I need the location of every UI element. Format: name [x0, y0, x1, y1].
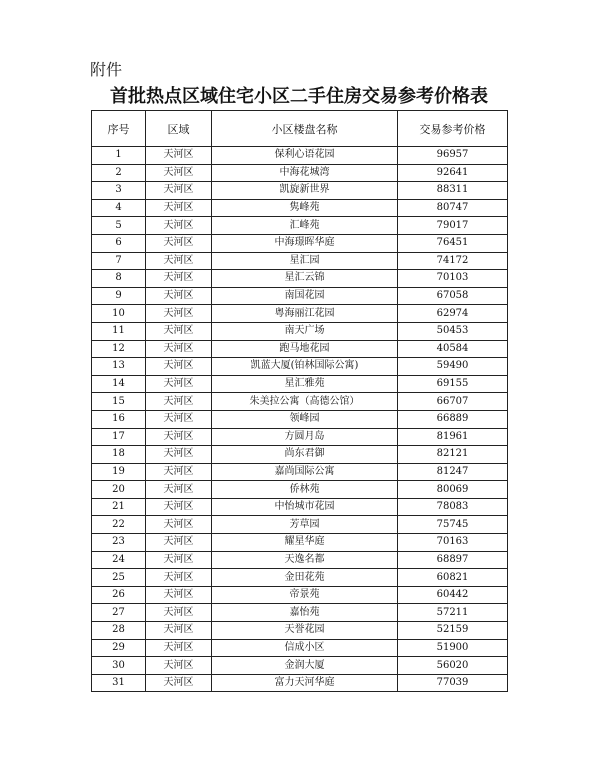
- cell-no: 20: [92, 481, 146, 499]
- table-row: [92, 322, 508, 340]
- cell-price: 52159: [398, 622, 508, 640]
- cell-area: 天河区: [146, 463, 212, 481]
- attachment-label: 附件: [90, 60, 123, 79]
- table-row: [92, 569, 508, 587]
- cell-area: 天河区: [146, 305, 212, 323]
- table-row: [92, 147, 508, 165]
- cell-name: 芳草园: [212, 516, 398, 534]
- table-row: [92, 463, 508, 481]
- cell-price: 82121: [398, 446, 508, 464]
- table-row: [92, 375, 508, 393]
- cell-name: 帝景苑: [212, 586, 398, 604]
- cell-price: 70103: [398, 270, 508, 288]
- cell-no: 13: [92, 358, 146, 376]
- header-price: 交易参考价格: [398, 111, 508, 147]
- table-row: [92, 622, 508, 640]
- cell-name: 凯旋新世界: [212, 182, 398, 200]
- cell-price: 76451: [398, 234, 508, 252]
- table-row: [92, 551, 508, 569]
- cell-area: 天河区: [146, 358, 212, 376]
- cell-no: 11: [92, 322, 146, 340]
- cell-area: 天河区: [146, 287, 212, 305]
- cell-no: 3: [92, 182, 146, 200]
- cell-no: 6: [92, 234, 146, 252]
- cell-no: 23: [92, 534, 146, 552]
- table-row: [92, 234, 508, 252]
- cell-area: 天河区: [146, 164, 212, 182]
- cell-name: 金润大厦: [212, 657, 398, 675]
- cell-name: 中怡城市花园: [212, 498, 398, 516]
- cell-no: 29: [92, 639, 146, 657]
- cell-area: 天河区: [146, 551, 212, 569]
- cell-no: 2: [92, 164, 146, 182]
- cell-no: 30: [92, 657, 146, 675]
- cell-name: 中海花城湾: [212, 164, 398, 182]
- cell-name: 嘉尚国际公寓: [212, 463, 398, 481]
- cell-area: 天河区: [146, 622, 212, 640]
- cell-no: 10: [92, 305, 146, 323]
- cell-area: 天河区: [146, 639, 212, 657]
- cell-name: 星汇云锦: [212, 270, 398, 288]
- table-row: [92, 199, 508, 217]
- table-row: [92, 287, 508, 305]
- cell-no: 26: [92, 586, 146, 604]
- cell-price: 92641: [398, 164, 508, 182]
- table-row: [92, 305, 508, 323]
- cell-area: 天河区: [146, 270, 212, 288]
- table-row: [92, 428, 508, 446]
- cell-price: 66707: [398, 393, 508, 411]
- cell-name: 尚东君御: [212, 446, 398, 464]
- table-row: [92, 270, 508, 288]
- cell-area: 天河区: [146, 674, 212, 692]
- document-title: 首批热点区域住宅小区二手住房交易参考价格表: [110, 86, 488, 107]
- cell-no: 21: [92, 498, 146, 516]
- cell-area: 天河区: [146, 182, 212, 200]
- cell-area: 天河区: [146, 498, 212, 516]
- cell-no: 15: [92, 393, 146, 411]
- cell-name: 汇峰苑: [212, 217, 398, 235]
- cell-name: 信成小区: [212, 639, 398, 657]
- cell-no: 31: [92, 674, 146, 692]
- cell-name: 天誉花园: [212, 622, 398, 640]
- cell-no: 14: [92, 375, 146, 393]
- cell-no: 27: [92, 604, 146, 622]
- cell-price: 80747: [398, 199, 508, 217]
- cell-area: 天河区: [146, 217, 212, 235]
- cell-name: 方圆月岛: [212, 428, 398, 446]
- cell-price: 70163: [398, 534, 508, 552]
- cell-price: 60442: [398, 586, 508, 604]
- table-row: [92, 534, 508, 552]
- cell-name: 中海璟晖华庭: [212, 234, 398, 252]
- table-row: [92, 252, 508, 270]
- cell-name: 保利心语花园: [212, 147, 398, 165]
- cell-area: 天河区: [146, 199, 212, 217]
- cell-price: 80069: [398, 481, 508, 499]
- cell-no: 17: [92, 428, 146, 446]
- cell-area: 天河区: [146, 428, 212, 446]
- cell-no: 22: [92, 516, 146, 534]
- cell-area: 天河区: [146, 375, 212, 393]
- cell-price: 81247: [398, 463, 508, 481]
- cell-name: 朱美拉公寓（高德公馆）: [212, 393, 398, 411]
- cell-area: 天河区: [146, 586, 212, 604]
- cell-area: 天河区: [146, 322, 212, 340]
- cell-name: 嘉怡苑: [212, 604, 398, 622]
- table-row: [92, 516, 508, 534]
- cell-no: 18: [92, 446, 146, 464]
- cell-no: 1: [92, 147, 146, 165]
- cell-area: 天河区: [146, 147, 212, 165]
- table-row: [92, 657, 508, 675]
- cell-price: 88311: [398, 182, 508, 200]
- cell-area: 天河区: [146, 410, 212, 428]
- header-no: 序号: [92, 111, 146, 147]
- cell-area: 天河区: [146, 393, 212, 411]
- table-row: [92, 182, 508, 200]
- table-row: [92, 639, 508, 657]
- cell-name: 天逸名都: [212, 551, 398, 569]
- price-table: [91, 110, 508, 692]
- cell-area: 天河区: [146, 252, 212, 270]
- cell-name: 粤海丽江花园: [212, 305, 398, 323]
- cell-price: 56020: [398, 657, 508, 675]
- cell-name: 南天广场: [212, 322, 398, 340]
- cell-no: 5: [92, 217, 146, 235]
- table-row: [92, 481, 508, 499]
- cell-price: 60821: [398, 569, 508, 587]
- cell-name: 耀星华庭: [212, 534, 398, 552]
- cell-no: 4: [92, 199, 146, 217]
- cell-name: 凯蓝大厦(铂林国际公寓): [212, 358, 398, 376]
- table-row: [92, 358, 508, 376]
- cell-area: 天河区: [146, 234, 212, 252]
- header-name: 小区楼盘名称: [212, 111, 398, 147]
- cell-price: 51900: [398, 639, 508, 657]
- cell-price: 75745: [398, 516, 508, 534]
- cell-price: 68897: [398, 551, 508, 569]
- cell-name: 南国花园: [212, 287, 398, 305]
- cell-no: 8: [92, 270, 146, 288]
- cell-area: 天河区: [146, 516, 212, 534]
- cell-name: 领峰园: [212, 410, 398, 428]
- cell-area: 天河区: [146, 446, 212, 464]
- cell-price: 66889: [398, 410, 508, 428]
- table-header-row: [92, 111, 508, 147]
- cell-no: 7: [92, 252, 146, 270]
- cell-name: 跑马地花园: [212, 340, 398, 358]
- cell-name: 隽峰苑: [212, 199, 398, 217]
- cell-price: 69155: [398, 375, 508, 393]
- cell-no: 16: [92, 410, 146, 428]
- cell-no: 19: [92, 463, 146, 481]
- cell-no: 28: [92, 622, 146, 640]
- cell-name: 金田花苑: [212, 569, 398, 587]
- table-row: [92, 674, 508, 692]
- cell-price: 50453: [398, 322, 508, 340]
- table-row: [92, 604, 508, 622]
- cell-price: 62974: [398, 305, 508, 323]
- cell-name: 富力天河华庭: [212, 674, 398, 692]
- table-row: [92, 217, 508, 235]
- cell-area: 天河区: [146, 481, 212, 499]
- cell-price: 78083: [398, 498, 508, 516]
- cell-name: 星汇园: [212, 252, 398, 270]
- cell-price: 96957: [398, 147, 508, 165]
- table-row: [92, 164, 508, 182]
- header-area: 区域: [146, 111, 212, 147]
- cell-price: 57211: [398, 604, 508, 622]
- cell-price: 81961: [398, 428, 508, 446]
- cell-no: 24: [92, 551, 146, 569]
- table-row: [92, 498, 508, 516]
- cell-price: 79017: [398, 217, 508, 235]
- cell-no: 12: [92, 340, 146, 358]
- cell-name: 星汇雅苑: [212, 375, 398, 393]
- table-body: [92, 147, 508, 692]
- cell-price: 59490: [398, 358, 508, 376]
- cell-price: 40584: [398, 340, 508, 358]
- table-row: [92, 340, 508, 358]
- table-row: [92, 446, 508, 464]
- cell-area: 天河区: [146, 569, 212, 587]
- cell-no: 25: [92, 569, 146, 587]
- cell-price: 67058: [398, 287, 508, 305]
- cell-price: 77039: [398, 674, 508, 692]
- cell-area: 天河区: [146, 657, 212, 675]
- table-row: [92, 410, 508, 428]
- table-row: [92, 586, 508, 604]
- cell-name: 侨林苑: [212, 481, 398, 499]
- cell-price: 74172: [398, 252, 508, 270]
- cell-area: 天河区: [146, 534, 212, 552]
- cell-no: 9: [92, 287, 146, 305]
- cell-area: 天河区: [146, 604, 212, 622]
- cell-area: 天河区: [146, 340, 212, 358]
- table-row: [92, 393, 508, 411]
